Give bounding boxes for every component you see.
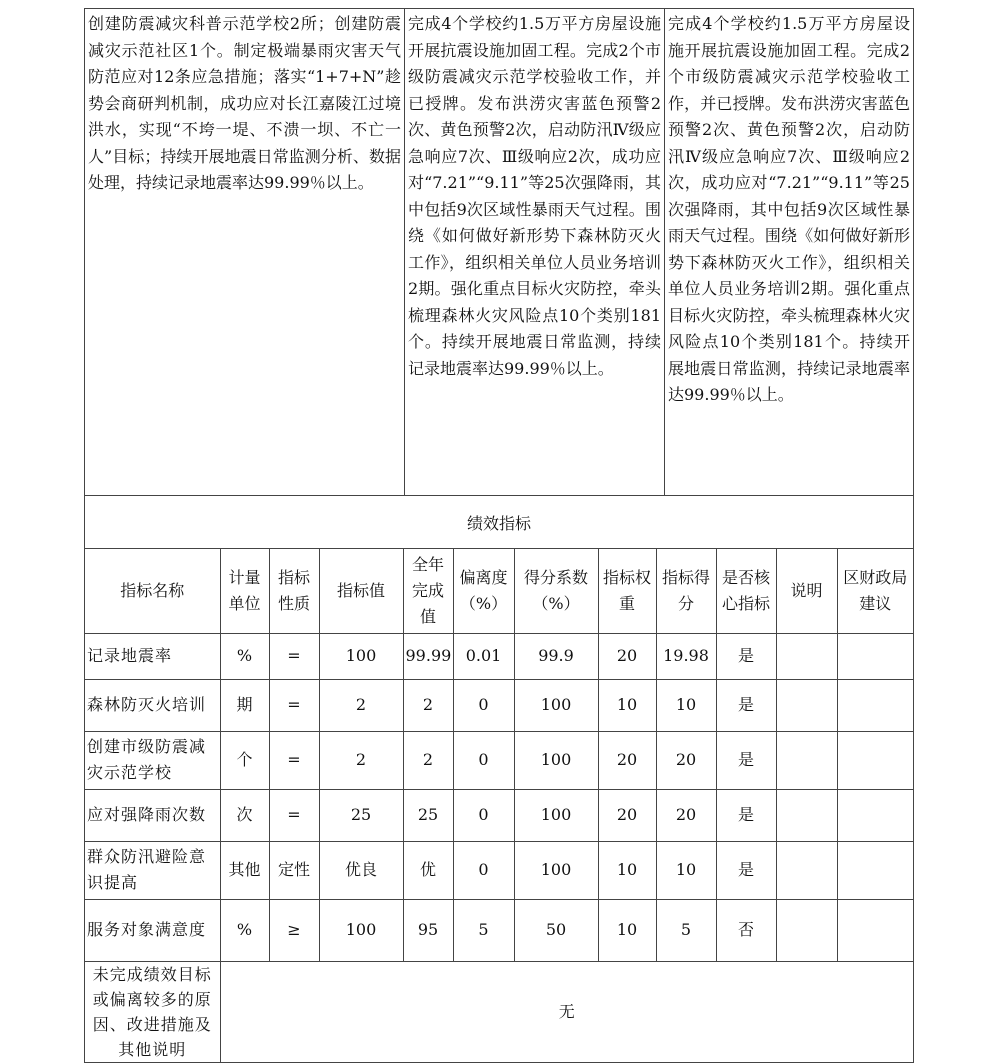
indicator-table: [85, 549, 913, 1062]
cell-unit: %: [220, 899, 269, 961]
cell-weight: 10: [598, 679, 656, 731]
cell-actual: 99.99: [403, 633, 453, 679]
cell-coefficient: 99.9: [514, 633, 598, 679]
cell-value: 2: [319, 679, 403, 731]
header-score: 指标得分: [656, 549, 716, 633]
cell-actual: 优: [403, 841, 453, 899]
header-value: 指标值: [319, 549, 403, 633]
narrative-row: [85, 9, 913, 496]
cell-unit: 期: [220, 679, 269, 731]
cell-value: 优良: [319, 841, 403, 899]
cell-weight: 20: [598, 789, 656, 841]
cell-coefficient: 100: [514, 679, 598, 731]
cell-advice: [837, 731, 913, 789]
cell-advice: [837, 679, 913, 731]
cell-core: 是: [716, 633, 776, 679]
cell-name: 服务对象满意度: [85, 899, 220, 961]
cell-name: 森林防灭火培训: [85, 679, 220, 731]
narrative-col-3: 完成4个学校约1.5万平方房屋设施开展抗震设施加固工程。完成2个市级防震减灾示范学校验收工作，并已授牌。发布洪涝灾害蓝色预警2次、黄色预警2次，启动防汛Ⅳ级应急响应7次、Ⅲ级响应2次，成功应对“7.21”“9.11”等25次强降雨，其中包括9次区域性暴雨天气过程。围绕《如何做好新形势下森林防灭火工作》，组织相关单位人员业务培训2期。强化重点目标火灾防控，牵头梳理森林火灾风险点10个类别181个。持续开展地震日常监测，持续记录地震率达99.99％以上。: [668, 14, 910, 404]
footer-label: 未完成绩效目标或偏离较多的原因、改进措施及其他说明: [85, 961, 220, 1062]
cell-value: 100: [319, 633, 403, 679]
cell-deviation: 0: [453, 731, 514, 789]
cell-name: 群众防汛避险意识提高: [85, 841, 220, 899]
cell-deviation: 0: [453, 789, 514, 841]
cell-name: 创建市级防震减灾示范学校: [85, 731, 220, 789]
table-row: [85, 633, 913, 679]
cell-unit: %: [220, 633, 269, 679]
cell-advice: [837, 789, 913, 841]
header-core: 是否核心指标: [716, 549, 776, 633]
cell-value: 25: [319, 789, 403, 841]
cell-name: 应对强降雨次数: [85, 789, 220, 841]
cell-nature: 定性: [269, 841, 319, 899]
cell-unit: 次: [220, 789, 269, 841]
cell-weight: 20: [598, 633, 656, 679]
cell-note: [776, 633, 837, 679]
table-row: [85, 789, 913, 841]
cell-unit: 个: [220, 731, 269, 789]
header-deviation: 偏离度（%）: [453, 549, 514, 633]
header-weight: 指标权重: [598, 549, 656, 633]
cell-score: 20: [656, 789, 716, 841]
cell-actual: 2: [403, 731, 453, 789]
cell-weight: 10: [598, 899, 656, 961]
cell-coefficient: 100: [514, 789, 598, 841]
cell-nature: ≥: [269, 899, 319, 961]
cell-core: 否: [716, 899, 776, 961]
cell-value: 2: [319, 731, 403, 789]
cell-nature: =: [269, 633, 319, 679]
table-row: [85, 899, 913, 961]
header-actual: 全年完成值: [403, 549, 453, 633]
cell-advice: [837, 899, 913, 961]
header-note: 说明: [776, 549, 837, 633]
cell-coefficient: 50: [514, 899, 598, 961]
cell-note: [776, 679, 837, 731]
cell-weight: 10: [598, 841, 656, 899]
header-coefficient: 得分系数（%）: [514, 549, 598, 633]
cell-core: 是: [716, 841, 776, 899]
cell-name: 记录地震率: [85, 633, 220, 679]
cell-note: [776, 841, 837, 899]
cell-unit: 其他: [220, 841, 269, 899]
header-name: 指标名称: [85, 549, 220, 633]
table-row: [85, 731, 913, 789]
cell-actual: 2: [403, 679, 453, 731]
cell-deviation: 5: [453, 899, 514, 961]
cell-score: 5: [656, 899, 716, 961]
table-row: [85, 841, 913, 899]
cell-note: [776, 899, 837, 961]
cell-actual: 95: [403, 899, 453, 961]
cell-score: 19.98: [656, 633, 716, 679]
cell-note: [776, 731, 837, 789]
narrative-col-2: 完成4个学校约1.5万平方房屋设施开展抗震设施加固工程。完成2个市级防震减灾示范学校验收工作，并已授牌。发布洪涝灾害蓝色预警2次、黄色预警2次，启动防汛Ⅳ级应急响应7次、Ⅲ级响应2次，成功应对“7.21”“9.11”等25次强降雨，其中包括9次区域性暴雨天气过程。围绕《如何做好新形势下森林防灭火工作》，组织相关单位人员业务培训2期。强化重点目标火灾防控，牵头梳理森林火灾风险点10个类别181个。持续开展地震日常监测，持续记录地震率达99.99％以上。: [405, 9, 665, 495]
cell-nature: =: [269, 731, 319, 789]
table-row: [85, 679, 913, 731]
cell-score: 20: [656, 731, 716, 789]
cell-coefficient: 100: [514, 841, 598, 899]
footer-value: 无: [220, 961, 913, 1062]
cell-advice: [837, 841, 913, 899]
cell-nature: =: [269, 789, 319, 841]
cell-deviation: 0: [453, 841, 514, 899]
cell-deviation: 0.01: [453, 633, 514, 679]
cell-core: 是: [716, 789, 776, 841]
footer-row: [85, 961, 913, 1062]
header-nature: 指标性质: [269, 549, 319, 633]
perf-section-title: 绩效指标: [85, 496, 913, 549]
cell-actual: 25: [403, 789, 453, 841]
cell-score: 10: [656, 841, 716, 899]
cell-weight: 20: [598, 731, 656, 789]
header-advice: 区财政局建议: [837, 549, 913, 633]
cell-core: 是: [716, 731, 776, 789]
cell-deviation: 0: [453, 679, 514, 731]
table-header-row: [85, 549, 913, 633]
cell-advice: [837, 633, 913, 679]
cell-value: 100: [319, 899, 403, 961]
cell-coefficient: 100: [514, 731, 598, 789]
performance-report-table: [84, 8, 914, 1063]
narrative-col-1: 创建防震减灾科普示范学校2所；创建防震减灾示范社区1个。制定极端暴雨灾害天气防范应对12条应急措施；落实“1+7+N”趁势会商研判机制，成功应对长江嘉陵江过境洪水，实现“不垮一堤、不溃一坝、不亡一人”目标；持续开展地震日常监测分析、数据处理，持续记录地震率达99.99％以上。: [85, 9, 405, 495]
cell-score: 10: [656, 679, 716, 731]
cell-note: [776, 789, 837, 841]
header-unit: 计量单位: [220, 549, 269, 633]
cell-nature: =: [269, 679, 319, 731]
cell-core: 是: [716, 679, 776, 731]
